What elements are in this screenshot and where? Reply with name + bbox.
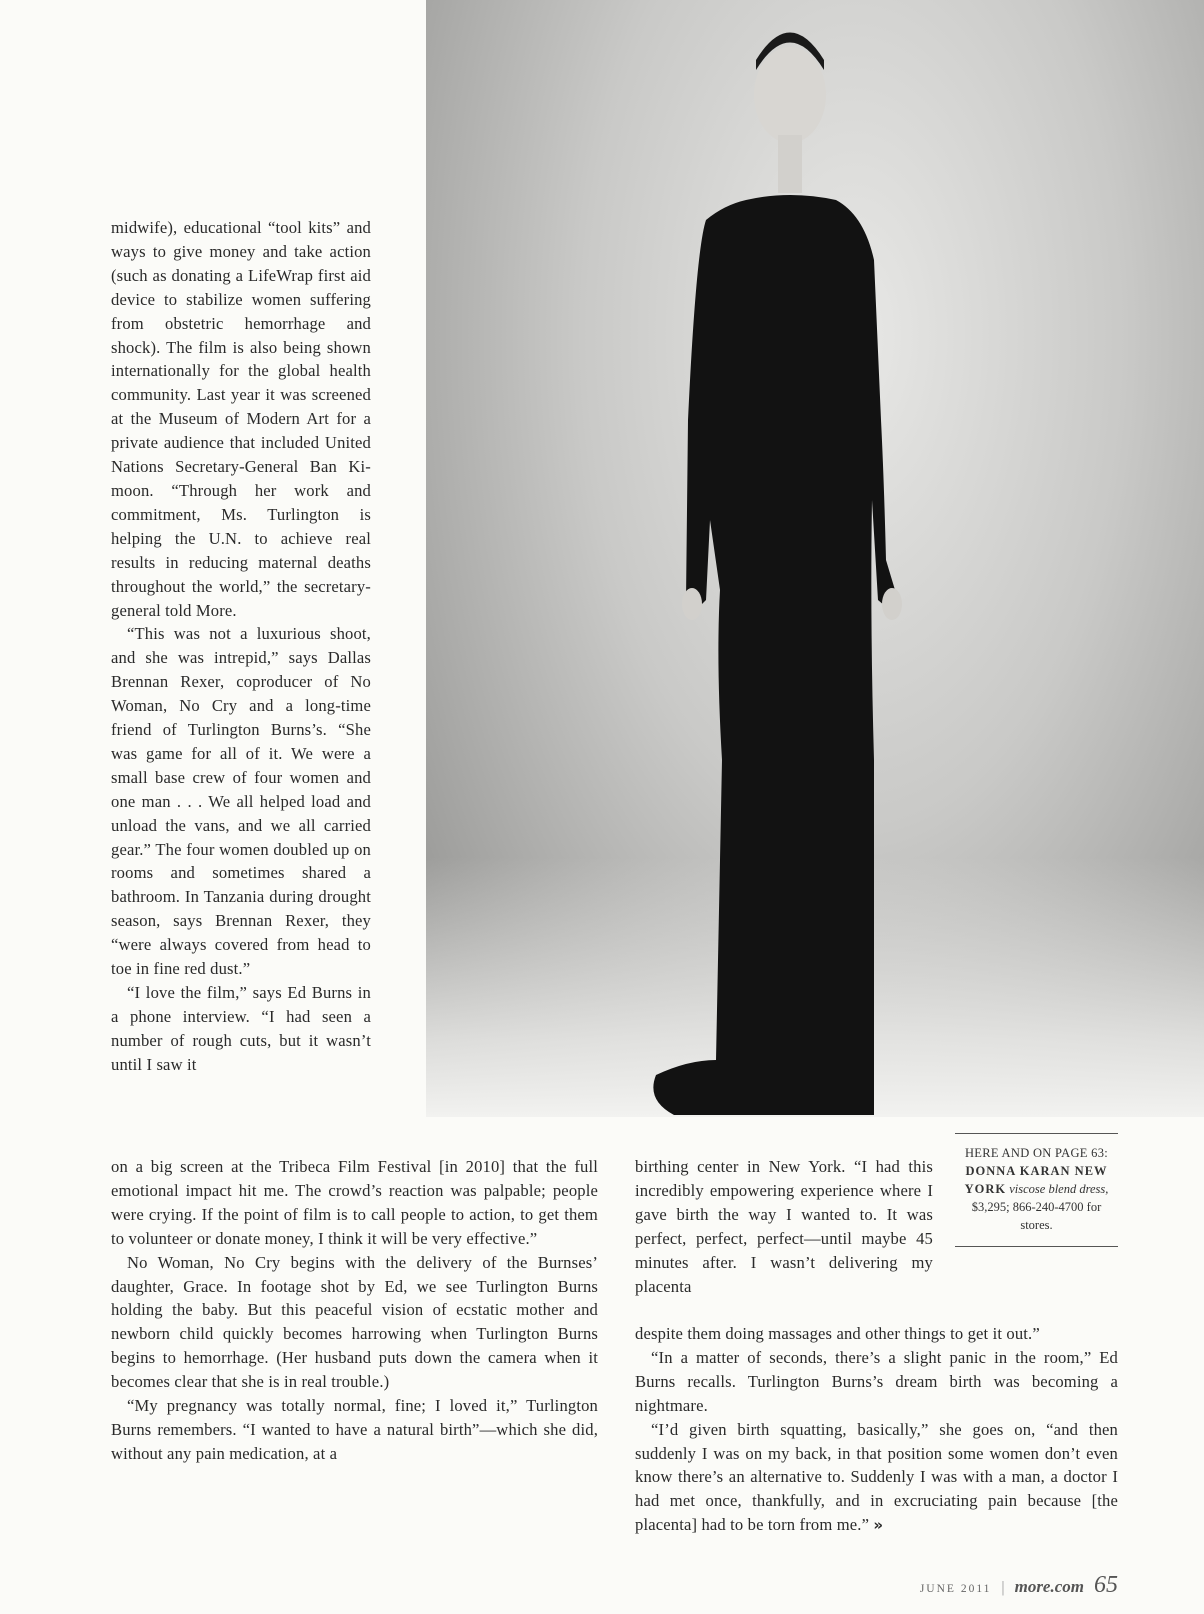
article-column-right-top (635, 1155, 933, 1298)
end-mark-icon: » (873, 1516, 884, 1535)
credit-price: $3,295; 866-240-4700 for stores. (971, 1200, 1102, 1232)
paragraph: “In a matter of seconds, there’s a slight panic in the room,” Ed Burns recalls. Turlington Burns’s dream birth was becoming a nightmare. (635, 1347, 1118, 1415)
issue-date: JUNE 2011 (919, 1583, 992, 1595)
page-folio (893, 1572, 1118, 1599)
credit-item: viscose blend dress, (1009, 1182, 1109, 1196)
paragraph: on a big screen at the Tribeca Film Festival [in 2010] that the full emotional impact hit me. The crowd’s reaction was palpable; people were crying. If the point of film is to call people to action, to get them to volunteer or donate money, I think it will be very effective.” (111, 1157, 598, 1248)
photo-credit-box (955, 1133, 1118, 1247)
site-url: more.com (1014, 1577, 1084, 1596)
paragraph: “My pregnancy was totally normal, fine; I loved it,” Turlington Burns remembers. “I wanted to have a natural birth”—which she did, without any pain medication, at a (111, 1396, 598, 1463)
paragraph: No Woman, No Cry begins with the delivery of the Burnses’ daughter, Grace. In footage shot by Ed, we see Turlington Burns holding the baby. But this peaceful vision of ecstatic mother and newborn child quickly becomes harrowing when Turlington Burns begins to hemorrhage. (Her husband puts down the camera when it becomes clear that she is in real trouble.) (111, 1252, 598, 1392)
paragraph (635, 1418, 1118, 1539)
paragraph: “I love the film,” says Ed Burns in a phone interview. “I had seen a number of rough cuts, but it wasn’t until I saw it (111, 983, 371, 1074)
credit-lead: HERE AND ON PAGE 63: (964, 1146, 1109, 1160)
article-column-left-bottom (111, 1155, 598, 1466)
model-figure-illustration (426, 0, 1204, 1117)
paragraph: birthing center in New York. “I had this incredibly empowering experience where I gave birth the way I wanted to. It was perfect, perfect, perfect—until maybe 45 minutes after. I wasn’t delivering my placenta (635, 1157, 933, 1296)
paragraph: “This was not a luxurious shoot, and she was intrepid,” says Dallas Brennan Rexer, coproducer of No Woman, No Cry and a long-time friend of Turlington Burns’s. “She was game for all of it. We were a small base crew of four women and one man . . . We all helped load and unload the vans, and we all carried gear.” The four women doubled up on rooms and sometimes shared a bathroom. In Tanzania during drought season, says Brennan Rexer, they “were always covered from head to toe in fine red dust.” (111, 624, 371, 979)
fashion-photo (426, 0, 1204, 1117)
paragraph: despite them doing massages and other things to get it out.” (635, 1324, 1040, 1343)
page-number: 65 (1094, 1572, 1118, 1598)
paragraph-text: “I’d given birth squatting, basically,” she goes on, “and then suddenly I was on my back, in that position some women don’t even know there’s an alternative to. Suddenly I was with a man, a doctor I had met once, thankfully, and in excruciating pain because [the placenta] had to be torn from me.” (635, 1419, 1118, 1535)
paragraph: midwife), educational “tool kits” and ways to give money and take action (such as donating a LifeWrap first aid device to stabilize women suffering from obstetric hemorrhage and shock). The film is also being shown internationally for the global health community. Last year it was screened at the Museum of Modern Art for a private audience that included United Nations Secretary-General Ban Ki-moon. “Through her work and commitment, Ms. Turlington is helping the U.N. to achieve real results in reducing maternal deaths throughout the world,” the secretary-general told More. (111, 218, 371, 620)
article-column-left-top (111, 216, 371, 1077)
credit-brand: DONNA KARAN NEW YORK (964, 1164, 1108, 1196)
folio-separator: | (1001, 1579, 1005, 1596)
article-column-right-bottom (635, 1322, 1118, 1538)
